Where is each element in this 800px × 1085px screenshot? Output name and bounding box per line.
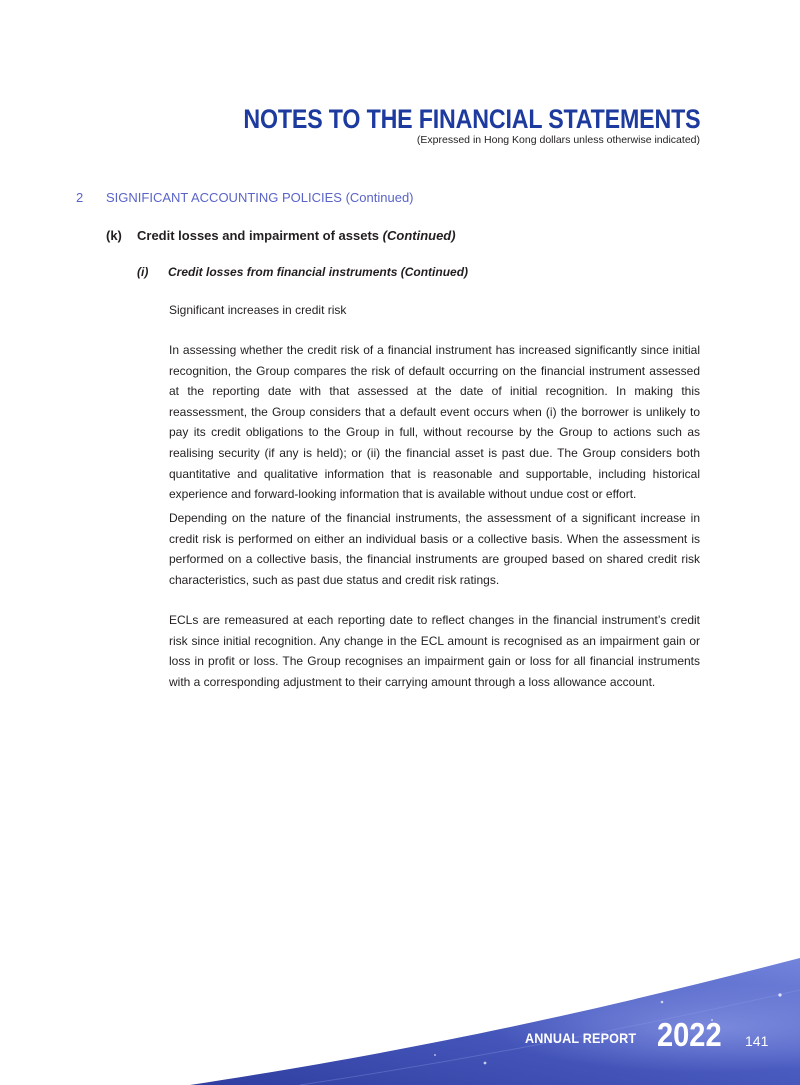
- subsection-i-label: (i): [137, 265, 149, 279]
- topic-heading: Significant increases in credit risk: [169, 303, 347, 317]
- subsection-i-title: Credit losses from financial instruments (Continued): [168, 265, 469, 279]
- paragraph: Depending on the nature of the financial instruments, the assessment of a significant increase in credit risk is performed on either an individual basis or a collective basis. When the assessment is performed on a collective basis, the financial instruments are grouped based on shared credit risk characteristics, such as past due status and credit risk ratings.: [169, 511, 700, 587]
- footer-banner: [0, 930, 800, 1085]
- section-title: SIGNIFICANT ACCOUNTING POLICIES (Continued): [106, 190, 414, 205]
- subsection-k-label: (k): [106, 228, 122, 243]
- annual-report-label: ANNUAL REPORT: [525, 1030, 637, 1046]
- section-heading: [76, 190, 414, 205]
- subsection-k-heading: [106, 228, 456, 243]
- subsection-i-heading: [137, 265, 468, 279]
- paragraph: ECLs are remeasured at each reporting date to reflect changes in the financial instrument’s credit risk since initial recognition. Any change in the ECL amount is recognised as an impairment gain or loss in profit or loss. The Group recognises an impairment gain or loss for all financial instruments with a corresponding adjustment to their carrying amount through a loss allowance account.: [169, 613, 700, 689]
- section-number: 2: [76, 190, 84, 205]
- paragraph: In assessing whether the credit risk of a financial instrument has increased significantly since initial recognition, the Group compares the risk of default occurring on the financial instrument assessed at the reporting date with that assessed at the date of initial recognition. In making this reassessment, the Group considers that a default event occurs when (i) the borrower is unlikely to pay its credit obligations to the Group in full, without recourse by the Group to actions such as realising security (if any is held); or (ii) the financial asset is past due. The Group considers both quantitative and qualitative information that is reasonable and supportable, including historical experience and forward-looking information that is available without undue cost or effort.: [169, 343, 700, 502]
- page-subtitle: (Expressed in Hong Kong dollars unless otherwise indicated): [416, 134, 700, 146]
- subsection-k-title: Credit losses and impairment of assets: [137, 228, 380, 243]
- page-number: 141: [745, 1033, 769, 1049]
- page-title: NOTES TO THE FINANCIAL STATEMENTS: [242, 104, 700, 134]
- subsection-k-continued: (Continued): [382, 228, 456, 243]
- report-year: 2022: [657, 1016, 722, 1053]
